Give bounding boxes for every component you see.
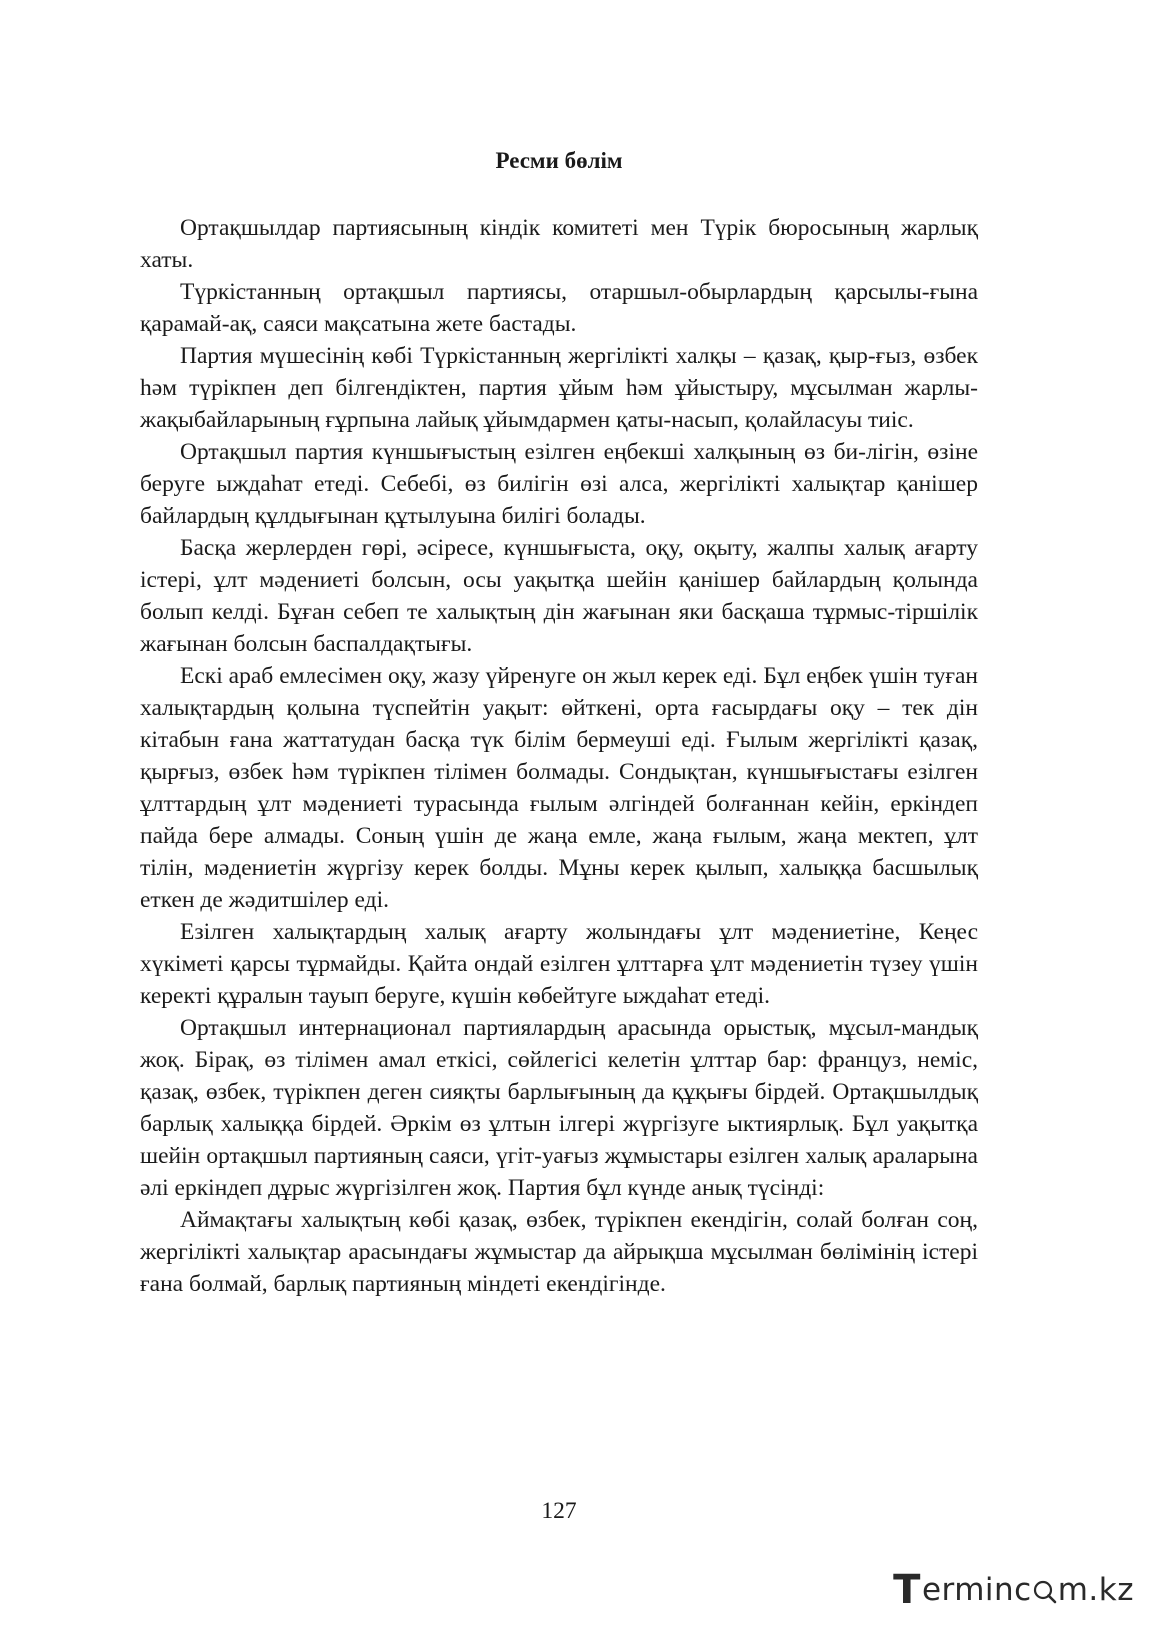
paragraph: Ескі араб емлесімен оқу, жазу үйренуге он жыл керек еді. Бұл еңбек үшін туған халықтардың қолына түспейтін уақыт: өйткені, орта ғасырдағы оқу – тек дін кітабын ғана жаттатудан басқа түк білім бермеуші еді. Ғылым жергілікті қазақ, қырғыз, өзбек һәм түрікпен тілімен болмады. Сондықтан, күншығыстағы езілген ұлттардың ұлт мәдениеті турасында ғылым әлгіндей болғаннан кейін, еркіндеп пайда бере алмады. Соның үшін де жаңа емле, жаңа ғылым, жаңа мектеп, ұлт тілін, мәдениетін жүргізу керек болды. Мұны керек қылып, халыққа басшылық еткен де жәдитшілер еді.: [140, 663, 978, 913]
section-title: Ресми бөлім: [495, 148, 623, 173]
paragraph: Аймақтағы халықтың көбі қазақ, өзбек, түрікпен екендігін, солай болған соң, жергілікті халықтар арасындағы жұмыстар да айрықша мұсылман бөлімінің істері ғана болмай, барлық партияның міндеті екендігінде.: [140, 1207, 978, 1297]
paragraph: Ортақшылдар партиясының кіндік комитеті мен Түрік бюросының жарлық хаты.: [140, 215, 978, 273]
paragraph: Ортақшыл партия күншығыстың езілген еңбекші халқының өз би-лігін, өзіне беруге ыждаһат етеді. Себебі, өз билігін өзі алса, жергілікті халықтар қанішер байлардың құлдығынан құтылуына билігі болады.: [140, 439, 978, 529]
site-watermark: [893, 1565, 1134, 1615]
paragraph: Басқа жерлерден гөрі, әсіресе, күншығыста, оқу, оқыту, жалпы халық ағарту істері, ұлт мәдениеті болсын, осы уақытқа шейін қанішер байлардың қолында болып келді. Бұған себеп те халықтың дін жағынан яки басқаша тұрмыс-тіршілік жағынан болсын баспалдақтығы.: [140, 535, 978, 657]
watermark-text-start: erminc: [921, 1572, 1032, 1608]
watermark-text-end: m.kz: [1057, 1572, 1134, 1608]
paragraph: Партия мүшесінің көбі Түркістанның жергілікті халқы – қазақ, қыр-ғыз, өзбек һәм түрікпен деп білгендіктен, партия ұйым һәм ұйыстыру, мұсылман жарлы-жақыбайларының ғұрпына лайық ұйымдармен қаты-насып, қолайласуы тиіс.: [140, 343, 978, 433]
watermark-first-letter: T: [893, 1567, 921, 1613]
paragraph: Езілген халықтардың халық ағарту жолындағы ұлт мәдениетіне, Кеңес хүкіметі қарсы тұрмайды. Қайта ондай езілген ұлттарға ұлт мәдениетін түзеу үшін керекті құралын тауып беруге, күшін көбейтуге ыждаһат етеді.: [140, 919, 978, 1009]
paragraph: Түркістанның ортақшыл партиясы, отаршыл-обырлардың қарсылы-ғына қарамай-ақ, саяси мақсатына жете бастады.: [140, 279, 978, 337]
page-number: 127: [541, 1498, 577, 1524]
paragraph: Ортақшыл интернационал партиялардың арасында орыстық, мұсыл-мандық жоқ. Бірақ, өз тілімен амал еткісі, сөйлегісі келетін ұлттар бар: француз, неміс, қазақ, өзбек, түрікпен деген сияқты барлығының да құқығы бірдей. Ортақшылдық барлық халыққа бірдей. Әркім өз ұлтын ілгері жүргізуге ыктиярлық. Бұл уақытқа шейін ортақшыл партияның саяси, үгіт-уағыз жұмыстары езілген халық араларына әлі еркіндеп дұрыс жүргізілген жоқ. Партия бұл күнде анық түсінді:: [140, 1015, 978, 1201]
magnifier-icon: [1032, 1575, 1058, 1605]
body-text: [140, 212, 978, 1300]
